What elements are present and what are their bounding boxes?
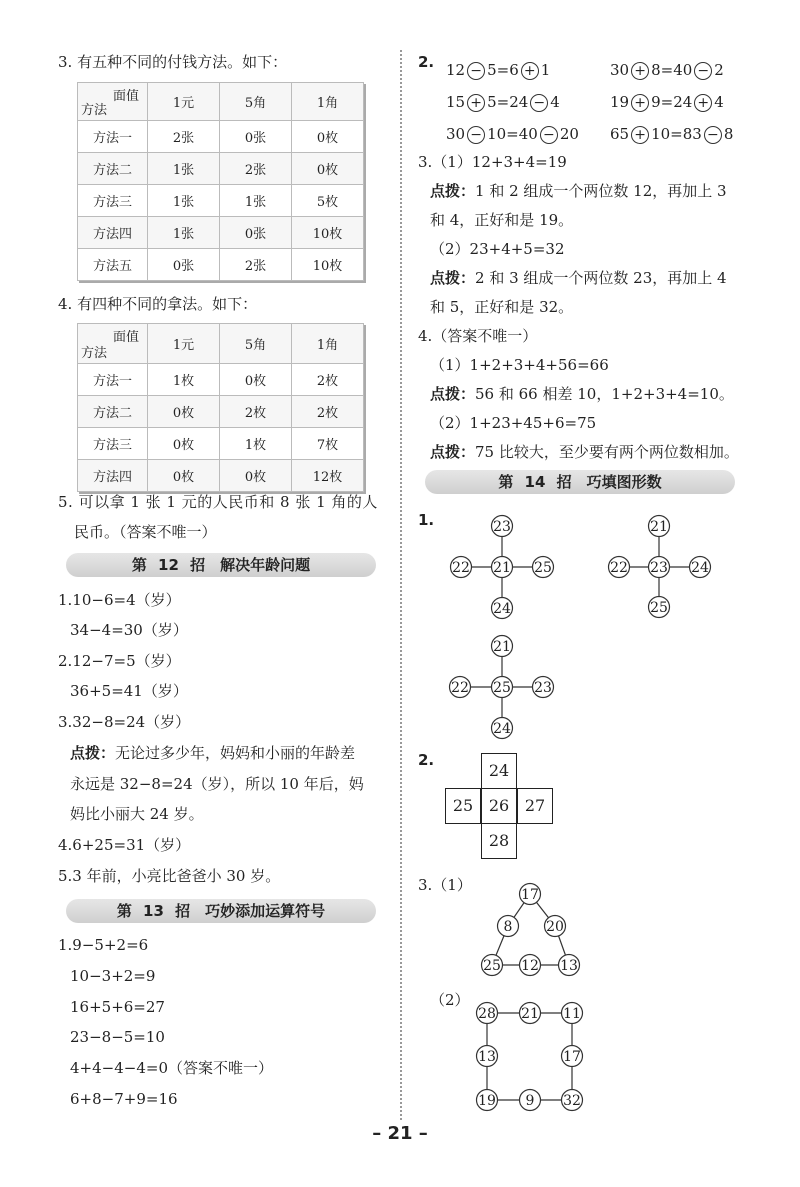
answer-line: 3.32−8=24（岁）: [58, 713, 191, 731]
q5-line1: 5. 可以拿 1 张 1 元的人民币和 8 张 1 角的人: [58, 493, 378, 511]
table-row: 方法四 0枚 0枚 12枚: [78, 460, 364, 492]
equation: 30 + 8=40 − 2: [610, 61, 724, 79]
diagram-number: 11: [563, 1006, 581, 1022]
tip-line: 和 4，正好和是 19。: [430, 211, 574, 229]
table-corner-bottom: 方法: [81, 103, 108, 118]
payment-table: [77, 82, 364, 281]
equation: 65 + 10=83 − 8: [610, 125, 734, 143]
operator-circle: +: [521, 62, 539, 80]
operator-circle: +: [631, 126, 649, 144]
diagram-number: 17: [521, 887, 539, 903]
diagram-number: 21: [521, 1006, 539, 1022]
answer-line: 1.9−5+2=6: [58, 936, 149, 954]
table-row: 方法一 1枚 0枚 2枚: [78, 364, 364, 396]
table-row: 方法三 0枚 1枚 7枚: [78, 428, 364, 460]
operator-circle: +: [467, 94, 485, 112]
table-header: 5角: [220, 83, 292, 121]
diagram-number: 25: [650, 600, 668, 616]
q4-intro: 4. 有四种不同的拿法。如下：: [58, 295, 258, 313]
answer-line: 23−8−5=10: [70, 1028, 165, 1046]
tip-line: 点拨：75 比较大，至少要有两个两位数相加。: [430, 443, 739, 461]
diagram-number: 13: [560, 958, 578, 974]
answer-line: 3.（1）12+3+4=19: [418, 153, 567, 171]
table-header: 5角: [220, 324, 292, 364]
diagram-number: 21: [493, 639, 511, 655]
tip-line: 点拨：56 和 66 相差 10，1+2+3+4=10。: [430, 385, 734, 403]
operator-circle: −: [540, 126, 558, 144]
diagram-number: 24: [691, 560, 709, 576]
coin-table: [77, 323, 364, 492]
diagram-number: 25: [534, 560, 552, 576]
table-row: 方法五 0张 2张 10枚: [78, 249, 364, 281]
equation: 30 − 10=40 − 20: [446, 125, 579, 143]
operator-circle: +: [631, 94, 649, 112]
tip-label: 点拨：: [70, 744, 116, 762]
operator-circle: −: [704, 126, 722, 144]
table-row: 方法一 2张 0张 0枚: [78, 121, 364, 153]
diagram-number: 32: [563, 1093, 581, 1109]
diagram-number: 22: [610, 560, 628, 576]
answer-line: 6+8−7+9=16: [70, 1090, 178, 1108]
grid-cell: 24: [481, 753, 517, 789]
diagram-number: 25: [483, 958, 501, 974]
diagram-number: 9: [525, 1093, 535, 1109]
table-header: 1角: [292, 324, 364, 364]
answer-line: 4.6+25=31（岁）: [58, 836, 191, 854]
section-12-title: 第 12 招 解决年龄问题: [66, 553, 376, 577]
equation: 12 − 5=6 + 1: [446, 61, 551, 79]
answer-line: 5.3 年前，小亮比爸爸小 30 岁。: [58, 867, 281, 885]
grid-cell: 28: [481, 823, 517, 859]
diagram-number: 24: [493, 721, 511, 737]
q3-intro: 3. 有五种不同的付钱方法。如下：: [58, 53, 288, 71]
grid-cell: 27: [517, 788, 553, 824]
operator-circle: −: [467, 62, 485, 80]
answer-line: （2）23+4+5=32: [430, 240, 565, 258]
diagram-number: 17: [563, 1049, 581, 1065]
p3-label: 3.（1）: [418, 876, 472, 894]
diagram-number: 24: [493, 601, 511, 617]
operator-circle: +: [631, 62, 649, 80]
operator-circle: −: [530, 94, 548, 112]
diagram-number: 23: [534, 680, 552, 696]
table-corner-bottom: 方法: [81, 346, 108, 361]
equation: 19 + 9=24 + 4: [610, 93, 724, 111]
diagram-number: 23: [650, 560, 668, 576]
tip-line: 点拨：2 和 3 组成一个两位数 23，再加上 4: [430, 269, 727, 287]
table-corner-top: 面值: [112, 89, 139, 104]
q2-label: 2.: [418, 53, 435, 71]
p1-label: 1.: [418, 511, 435, 529]
tip-line: 和 5，正好和是 32。: [430, 298, 574, 316]
table-row: 方法二 1张 2张 0枚: [78, 153, 364, 185]
operator-circle: −: [467, 126, 485, 144]
diagram-number: 28: [478, 1006, 496, 1022]
diagram-number: 22: [452, 560, 470, 576]
diagram-number: 25: [493, 680, 511, 696]
diagram-number: 19: [478, 1093, 496, 1109]
table-header: 1角: [292, 83, 364, 121]
p2-label: 2.: [418, 751, 435, 769]
tip-line: 妈比小丽大 24 岁。: [70, 805, 204, 823]
diagram-number: 20: [546, 919, 564, 935]
grid-cell: 25: [445, 788, 481, 824]
section-13-title: 第 13 招 巧妙添加运算符号: [66, 899, 376, 923]
answer-line: （2）1+23+45+6=75: [430, 414, 597, 432]
equation: 15 + 5=24 − 4: [446, 93, 560, 111]
answer-line: 10−3+2=9: [70, 967, 156, 985]
answer-line: 34−4=30（岁）: [70, 621, 188, 639]
section-14-title: 第 14 招 巧填图形数: [425, 470, 735, 494]
table-row: 方法三 1张 1张 5枚: [78, 185, 364, 217]
tip-line: 点拨：无论过多少年，妈妈和小丽的年龄差: [70, 744, 356, 762]
table-row: 方法四 1张 0张 10枚: [78, 217, 364, 249]
diagram-number: 13: [478, 1049, 496, 1065]
tip-line: 永远是 32−8=24（岁），所以 10 年后，妈: [70, 775, 364, 793]
answer-line: 36+5=41（岁）: [70, 682, 188, 700]
diagram-number: 21: [493, 560, 511, 576]
answer-line: 1.10−6=4（岁）: [58, 591, 181, 609]
answer-line: 16+5+6=27: [70, 998, 165, 1016]
answer-line: 2.12−7=5（岁）: [58, 652, 181, 670]
table-header: 1元: [148, 83, 220, 121]
page-number: – 21 –: [372, 1123, 428, 1144]
answer-line: （1）1+2+3+4+56=66: [430, 356, 609, 374]
q5-line2: 民币。（答案不唯一）: [74, 523, 217, 541]
diagram-number: 21: [650, 519, 668, 535]
answer-line: 4+4−4−4=0（答案不唯一）: [70, 1059, 273, 1077]
table-header: 1元: [148, 324, 220, 364]
operator-circle: −: [694, 62, 712, 80]
diagram-number: 23: [493, 519, 511, 535]
table-row: 方法二 0枚 2枚 2枚: [78, 396, 364, 428]
diagram-number: 12: [521, 958, 539, 974]
answer-line: 4.（答案不唯一）: [418, 327, 538, 345]
operator-circle: +: [694, 94, 712, 112]
tip-line: 点拨：1 和 2 组成一个两位数 12，再加上 3: [430, 182, 727, 200]
grid-cell: 26: [481, 788, 517, 824]
p3-2-label: （2）: [430, 991, 470, 1009]
diagram-number: 22: [451, 680, 469, 696]
table-corner-top: 面值: [112, 330, 139, 345]
diagram-number: 8: [503, 919, 513, 935]
